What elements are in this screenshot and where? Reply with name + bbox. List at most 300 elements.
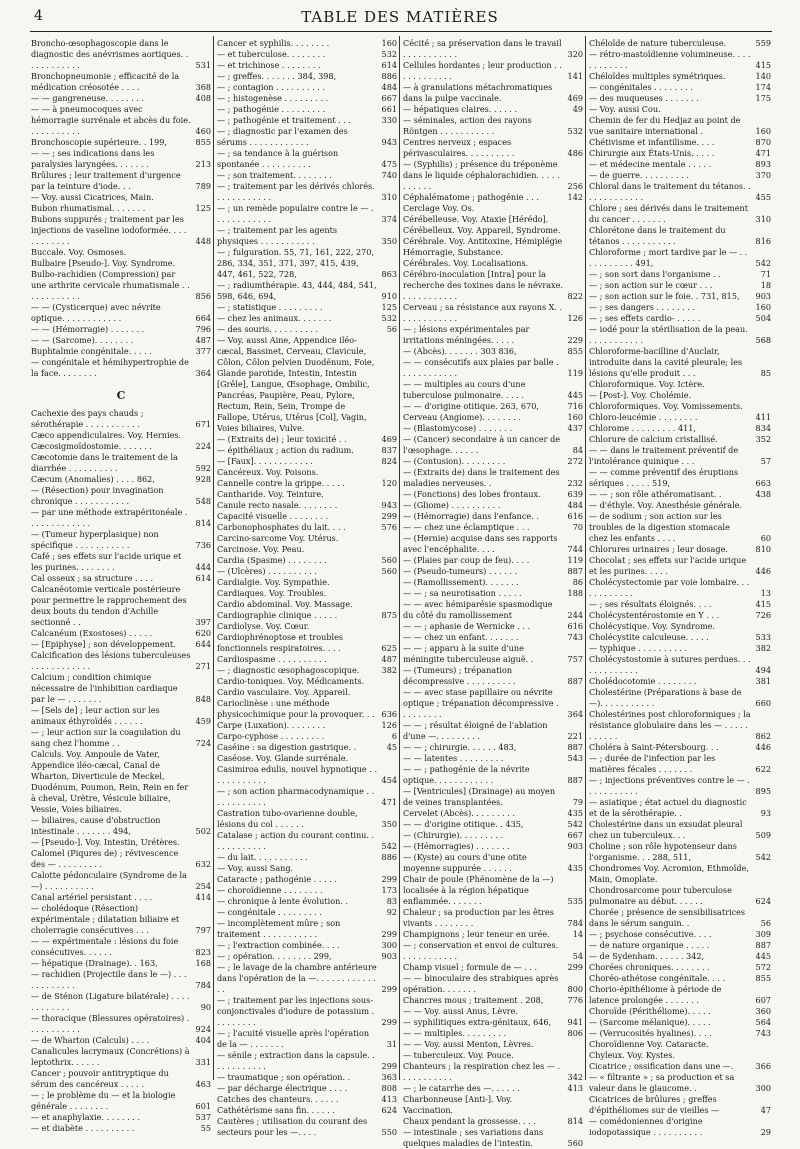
entry-text: — ; injections préventives contre le — . . . . . . . . . . . (589, 775, 750, 796)
entry-text: — ; statistique . . . . . . . . . (217, 302, 323, 312)
entry-page-ref: 744 (567, 544, 583, 554)
entry-page-ref: 564 (755, 1017, 771, 1027)
index-entry (403, 203, 583, 214)
entry-text: — ; fulguration. 55, 71, 161, 222, 270, 286, 334, 351, 371, 397, 415, 439, 447, 461, 522, 728, (217, 247, 375, 279)
entry-page-ref: 504 (755, 313, 771, 323)
index-entry (403, 929, 583, 940)
entry-text: Cardia (Spasme) . . . . . . . . (217, 555, 327, 565)
index-entry (403, 412, 583, 423)
index-entry (31, 628, 211, 639)
entry-page-ref: 532 (567, 126, 583, 136)
index-entry (589, 907, 771, 929)
index-entry (403, 566, 583, 577)
entry-text: — ; ses effets cardio- . . . . . (589, 313, 701, 323)
entry-text: — ; durée de l'infection par les matières fécales . . . . . . . (589, 753, 716, 774)
entry-text: — (Cancer) secondaire à un cancer de l'œsophage. . . . . . (403, 434, 561, 455)
entry-page-ref: 814 (567, 1116, 583, 1126)
entry-page-ref: 644 (195, 639, 211, 649)
entry-text: — ; sa tendance à la guérison spontanée . . . . . . . . . . (217, 148, 339, 169)
index-entry (217, 852, 397, 863)
entry-text: — typhique . . . . . . . . . . (589, 643, 688, 653)
entry-page-ref: 83 (386, 896, 397, 906)
entry-text: — de Sténon (Ligature bilatérale) . . . . . . . . . . . . (31, 991, 190, 1012)
entry-text: — par une méthode extrapéritonéale . . . . . . . . . . . . . (31, 507, 188, 528)
entry-text: — asiatique ; état actuel du diagnostic et de la sérothérapie. . (589, 797, 747, 818)
entry-page-ref: 636 (381, 709, 397, 719)
index-entry (589, 1006, 771, 1017)
index-entry (403, 401, 583, 412)
entry-page-ref: 532 (381, 49, 397, 59)
entry-page-ref: 438 (755, 489, 771, 499)
entry-text: Cholestérine dans un exsudat pleural chez un tuberculeux. . . (589, 819, 743, 840)
entry-text: Choline ; son rôle hypotenseur dans l'organisme. . . 288, 511, (589, 841, 737, 862)
index-entry (217, 907, 397, 918)
entry-text: — [Pseudo-]. Voy. Intestin, Urétères. (31, 837, 180, 847)
index-entry (217, 38, 397, 49)
index-entry (403, 357, 583, 379)
entry-text: Chair de poule (Phénomène de la —) localisée à la région hépatique enflammée. . . . . . . (403, 874, 554, 906)
entry-text: Centres nerveux ; espaces périvasculaires. . . . . . . . . . (403, 137, 515, 158)
entry-text: Cæcosigmoïdostomie. . . . . . . (31, 441, 153, 451)
entry-text: — — Voy. aussi Anus, Lèvre. (403, 1006, 518, 1016)
index-entry (403, 346, 583, 357)
entry-text: Capacité visuelle . . . . . . . . (217, 511, 329, 521)
entry-text: Chocolat ; ses effets sur l'acide urique et les purines. . . . . (589, 555, 747, 576)
entry-text: — et diabète . . . . . . . . . . (31, 1123, 135, 1133)
entry-page-ref: 823 (195, 947, 211, 957)
index-entry (217, 324, 397, 335)
entry-text: — (Gliome) . . . . . . . . . . (403, 500, 501, 510)
entry-text: Cicatrice ; ossification dans une —. (589, 1061, 734, 1071)
entry-page-ref: 415 (755, 60, 771, 70)
index-entry (31, 727, 211, 749)
entry-page-ref: 560 (567, 1138, 583, 1148)
entry-text: Cérébrale. Voy. Antitoxine, Hémiplégie Hémorragie, Substance. (403, 236, 563, 257)
entry-text: — Voy. aussi Cou. (589, 104, 661, 114)
entry-page-ref: 142 (567, 192, 583, 202)
index-entry (589, 434, 771, 445)
entry-page-ref: 125 (381, 302, 397, 312)
index-entry (31, 991, 211, 1013)
entry-text: — ; son sort dans l'organisme . . (589, 269, 721, 279)
index-entry (403, 753, 583, 764)
section-letter: C (116, 389, 126, 402)
entry-text: Chloral dans le traitement du tétanos. . . . . . . . . . . . . (589, 181, 751, 202)
index-entry (403, 38, 583, 60)
index-entry (589, 962, 771, 973)
entry-text: Bronchopneumonie ; efficacité de la médication créosotée . . . . (31, 71, 180, 92)
index-entry (217, 665, 397, 676)
entry-page-ref: 671 (195, 419, 211, 429)
entry-text: — — expérimentale : lésions du foie consécutives. . . . . . (31, 936, 179, 957)
entry-page-ref: 404 (195, 1035, 211, 1045)
entry-page-ref: 855 (567, 346, 583, 356)
index-entry (217, 566, 397, 577)
entry-text: — des muqueuses . . . . . . . (589, 93, 699, 103)
entry-text: — (Fonctions) des lobes frontaux. (403, 489, 541, 499)
entry-page-ref: 614 (381, 60, 397, 70)
index-entry (589, 544, 771, 555)
index-entry (589, 885, 771, 907)
entry-text: — iodé pour la stérilisation de la peau. . . . . . . . . . . . (589, 324, 748, 345)
entry-page-ref: 824 (381, 456, 397, 466)
entry-page-ref: 57 (760, 456, 771, 466)
entry-text: — ; un remède populaire contre le — . . . . . . . . . . . . (217, 203, 374, 224)
index-entry (403, 940, 583, 962)
index-entry (217, 170, 397, 181)
entry-page-ref: 509 (755, 830, 771, 840)
entry-text: Chorée ; présence de sensibilisatrices dans le sérum sanguin. . (589, 907, 746, 928)
index-entry (217, 335, 397, 434)
entry-page-ref: 943 (381, 137, 397, 147)
entry-page-ref: 471 (755, 148, 771, 158)
entry-text: Cholestérine (Préparations à base de —). . . . . . . . . . . (589, 687, 742, 708)
entry-page-ref: 808 (381, 1083, 397, 1093)
entry-page-ref: 256 (567, 181, 583, 191)
index-entry (217, 951, 397, 962)
index-entry (589, 93, 771, 104)
entry-page-ref: 789 (195, 181, 211, 191)
entry-page-ref: 542 (567, 819, 583, 829)
entry-text: Chloroformique. Voy. Ictère. (589, 379, 705, 389)
index-entry (217, 698, 397, 720)
entry-text: — — (Hémorragie) . . . . . . . (31, 324, 145, 334)
entry-text: Cardiographie clinique . . . . . (217, 610, 338, 620)
entry-text: Cérébro-inoculation [Intra] pour la recherche des toxines dans le névraxe. . . . . . . . . . . . (403, 269, 563, 301)
entry-text: Buphtalmie congénitale. . . . . (31, 346, 152, 356)
entry-page-ref: 924 (195, 1024, 211, 1034)
index-entry (31, 551, 211, 573)
entry-page-ref: 469 (381, 434, 397, 444)
index-entry (403, 841, 583, 852)
entry-page-ref: 414 (195, 892, 211, 902)
entry-text: — ; le lavage de la chambre antérieure dans l'opération de la —. . . . . . . . . . . . . . (217, 962, 377, 994)
entry-text: — — binoculaire des strabiques après opération. . . . . . . (403, 973, 559, 994)
entry-text: — ; l'extraction combinée. . . . (217, 940, 340, 950)
entry-page-ref: 141 (567, 71, 583, 81)
entry-text: — [Sels de] ; leur action sur les animaux éthyroïdés . . . . . . (31, 705, 160, 726)
index-entry (217, 742, 397, 753)
index-entry (403, 643, 583, 665)
entry-text: — ; traitement par les agents physiques . . . . . . . . . . . (217, 225, 338, 246)
entry-page-ref: 661 (381, 104, 397, 114)
entry-text: Calomel (Piqures de) ; révivescence des — . . . . . . . . . (31, 848, 179, 869)
entry-page-ref: 616 (567, 621, 583, 631)
entry-page-ref: 475 (381, 159, 397, 169)
entry-page-ref: 486 (567, 148, 583, 158)
index-entry (31, 1068, 211, 1090)
index-entry (31, 170, 211, 192)
entry-text: Choréo-athétose congénitale. . . . (589, 973, 726, 983)
entry-text: — (Hémorragies) . . . . . . . (403, 841, 510, 851)
index-entry (589, 148, 771, 159)
index-entry (403, 1094, 583, 1116)
entry-text: — [Ventricules] (Drainage) au moyen de veines transplantées. (403, 786, 556, 807)
entry-page-ref: 415 (755, 599, 771, 609)
index-entry (589, 390, 771, 401)
entry-text: — ; ses résultats éloignés. . . . (589, 599, 712, 609)
index-entry (589, 82, 771, 93)
entry-text: — ; opération. . . . . . . . 299, (217, 951, 332, 961)
entry-page-ref: 855 (755, 973, 771, 983)
entry-page-ref: 800 (567, 984, 583, 994)
entry-page-ref: 886 (381, 852, 397, 862)
entry-page-ref: 342 (567, 1072, 583, 1082)
entry-page-ref: 300 (755, 1083, 771, 1093)
index-entry (31, 430, 211, 441)
entry-text: Calcanéum (Exostoses) . . . . . (31, 628, 153, 638)
index-entry (217, 49, 397, 60)
index-entry (31, 815, 211, 837)
entry-page-ref: 173 (381, 885, 397, 895)
index-column-4 (589, 38, 771, 1137)
entry-text: Caséine : sa digestion gastrique. . (217, 742, 357, 752)
entry-text: Cardiophrénoptose et troubles fonctionnels respiratoires. . . . (217, 632, 344, 653)
index-entry (31, 1035, 211, 1046)
entry-page-ref: 397 (195, 617, 211, 627)
index-entry (31, 892, 211, 903)
index-entry (217, 621, 397, 632)
entry-page-ref: 14 (572, 929, 583, 939)
index-entry (589, 401, 771, 412)
entry-page-ref: 667 (381, 93, 397, 103)
index-entry (403, 489, 583, 500)
index-entry (217, 687, 397, 698)
index-entry (31, 1046, 211, 1068)
entry-page-ref: 548 (195, 496, 211, 506)
entry-page-ref: 446 (755, 742, 771, 752)
entry-page-ref: 120 (381, 478, 397, 488)
index-entry (589, 621, 771, 632)
entry-text: — comédoniennes d'origine iodopotassique . . . . . . . . . . (589, 1116, 703, 1137)
entry-page-ref: 887 (567, 742, 583, 752)
index-entry (403, 1116, 583, 1127)
entry-text: — — chez un enfant. . . . . . . (403, 632, 519, 642)
index-entry (403, 577, 583, 588)
entry-page-ref: 71 (760, 269, 771, 279)
index-entry (31, 104, 211, 137)
index-entry (217, 731, 397, 742)
entry-page-ref: 887 (567, 676, 583, 686)
index-entry (589, 687, 771, 709)
entry-text: Carcinose. Voy. Peau. (217, 544, 305, 554)
index-entry (589, 841, 771, 863)
entry-text: Calcification des lésions tuberculeuses . . . . . . . . . . . . (31, 650, 191, 671)
index-entry (403, 137, 583, 159)
entry-text: — — gangreneuse. . . . . . . . (31, 93, 145, 103)
index-column-3 (403, 38, 583, 1148)
index-entry (217, 148, 397, 170)
index-entry (403, 423, 583, 434)
entry-text: — d'éthyle. Voy. Anesthésie générale. (589, 500, 743, 510)
entry-text: Carcino-sarcome Voy. Utérus. (217, 533, 339, 543)
index-entry (217, 1094, 397, 1105)
index-entry (403, 1061, 583, 1083)
index-entry (31, 650, 211, 672)
entry-text: — hépatique (Drainage). . 163, (31, 958, 158, 968)
entry-page-ref: 299 (381, 984, 397, 994)
index-entry (217, 896, 397, 907)
entry-text: Chloroforme ; mort tardive par le — . . . . . . . . . . . 491, (589, 247, 748, 268)
entry-page-ref: 331 (195, 1057, 211, 1067)
index-entry (589, 1050, 771, 1061)
index-entry (403, 720, 583, 742)
index-entry (403, 1028, 583, 1039)
entry-text: — ; contagion . . . . . . . . . . (217, 82, 325, 92)
entry-text: — thoracique (Blessures opératoires) . . . . . . . . . . . (31, 1013, 190, 1034)
entry-text: Chemin de fer du Hedjaz au point de vue sanitaire international . (589, 115, 741, 136)
entry-text: Carpe (Luxation). . . . . . . . (217, 720, 326, 730)
index-entry (31, 936, 211, 958)
index-entry (31, 258, 211, 269)
entry-text: — (Syphilis) ; présence du tréponème dans le liquide céphalorachidien. . . . . . . . . . . (403, 159, 560, 191)
entry-page-ref: 941 (567, 1017, 583, 1027)
entry-page-ref: 79 (572, 797, 583, 807)
entry-text: Cervelet (Abcès). . . . . . . . . (403, 808, 515, 818)
entry-page-ref: 542 (381, 841, 397, 851)
entry-text: Cerveau (Angiome). . . . . . . . (403, 412, 521, 422)
entry-text: — — ; son rôle athéromatisant. . (589, 489, 722, 499)
entry-text: Cal osseux ; sa structure . . . . (31, 573, 154, 583)
entry-text: Cholédocotomie . . . . . . . . (589, 676, 697, 686)
entry-page-ref: 862 (755, 731, 771, 741)
entry-page-ref: 413 (381, 1094, 397, 1104)
index-entry (217, 434, 397, 445)
entry-page-ref: 160 (381, 38, 397, 48)
entry-text: — (Ramollissement). . . . . . . (403, 577, 519, 587)
index-entry (403, 764, 583, 786)
index-entry (217, 1116, 397, 1138)
entry-text: Cholestérines post chloroformiques ; la résistance globulaire dans les — . . . . . . . . . . . (589, 709, 751, 741)
entry-text: — et médecine mentale . . . . . (589, 159, 712, 169)
index-entry (589, 38, 771, 49)
entry-text: — du lait. . . . . . . . . . . (217, 852, 308, 862)
index-entry (217, 555, 397, 566)
entry-page-ref: 140 (755, 71, 771, 81)
index-entry (217, 764, 397, 786)
entry-page-ref: 887 (755, 940, 771, 950)
entry-page-ref: 494 (755, 665, 771, 675)
index-entry (589, 863, 771, 885)
index-entry (589, 181, 771, 203)
entry-page-ref: 601 (195, 1101, 211, 1111)
entry-text: — choroïdienne . . . . . . . . (217, 885, 323, 895)
index-entry (31, 958, 211, 969)
entry-text: — des souris. . . . . . . . . . (217, 324, 319, 334)
entry-text: — ; conservation et envoi de cultures. . . . . . . . . . . . (403, 940, 559, 961)
index-entry (589, 71, 771, 82)
entry-text: Cerveau ; sa résistance aux rayons X. . . . . . . . . . . . . (403, 302, 563, 323)
entry-page-ref: 160 (567, 412, 583, 422)
index-entry (217, 830, 397, 852)
entry-page-ref: 784 (195, 980, 211, 990)
entry-text: — séminales, action des rayons Röntgen . . . . . . . . . . . (403, 115, 532, 136)
entry-text: Chirurgie aux États-Unis. . . . . (589, 148, 715, 158)
entry-page-ref: 624 (381, 1105, 397, 1115)
page-number: 4 (34, 8, 43, 24)
entry-text: — — (Sarcome). . . . . . . . (31, 335, 134, 345)
index-entry (403, 467, 583, 489)
index-entry (589, 137, 771, 148)
index-entry (403, 214, 583, 225)
entry-page-ref: 310 (755, 214, 771, 224)
entry-page-ref: 560 (381, 555, 397, 565)
index-entry (217, 445, 397, 456)
index-entry (403, 522, 583, 533)
entry-text: — de Sydenham. . . . . . 342, (589, 951, 705, 961)
index-entry (217, 500, 397, 511)
entry-text: — ; greffes. . . . . . . 384, 398, (217, 71, 337, 81)
entry-text: — Voy. aussi Sang. (217, 863, 294, 873)
index-entry (589, 313, 771, 324)
entry-page-ref: 664 (195, 313, 211, 323)
entry-text: — ; histogenèse . . . . . . . . . (217, 93, 329, 103)
entry-text: — ; son traitement. . . . . . . . (217, 170, 332, 180)
index-entry (589, 577, 771, 599)
entry-page-ref: 224 (195, 441, 211, 451)
entry-page-ref: 119 (567, 368, 583, 378)
index-entry (589, 775, 771, 797)
index-entry (403, 1127, 583, 1149)
entry-text: Cholécystique. Voy. Syndrome. (589, 621, 715, 631)
entry-page-ref: 437 (567, 423, 583, 433)
entry-text: Chlorome . . . . . . . . . 411, (589, 423, 696, 433)
index-entry (217, 126, 397, 148)
index-entry (589, 379, 771, 390)
entry-page-ref: 886 (381, 71, 397, 81)
index-entry (31, 1123, 211, 1134)
index-entry (589, 610, 771, 621)
index-entry (31, 969, 211, 991)
entry-page-ref: 448 (195, 236, 211, 246)
index-entry (31, 837, 211, 848)
index-entry (403, 599, 583, 621)
index-entry (403, 819, 583, 830)
entry-page-ref: 213 (195, 159, 211, 169)
entry-text: Chlorétone dans le traitement du tétanos . . . . . . . . . . . (589, 225, 726, 246)
entry-text: — — dans le traitement préventif de l'intolérance quinique . . . (589, 445, 739, 466)
entry-page-ref: 559 (755, 38, 771, 48)
entry-page-ref: 660 (755, 698, 771, 708)
entry-page-ref: 31 (386, 1039, 397, 1049)
index-entry (403, 995, 583, 1006)
entry-text: Cholécystectomie par voie lombaire. . . . . . . . . . . . (589, 577, 750, 598)
entry-page-ref: 607 (755, 995, 771, 1005)
index-entry (217, 1028, 397, 1050)
entry-text: Calotte pédonculaire (Syndrome de la —) . . . . . . . . . . (31, 870, 187, 891)
index-entry (589, 467, 771, 489)
entry-text: — — avec stase papillaire ou névrite optique ; trépanation décompressive . . . . . . . . . (403, 687, 559, 719)
entry-text: — (Verrucosités hyalines). . . . (589, 1028, 712, 1038)
entry-page-ref: 350 (381, 819, 397, 829)
entry-page-ref: 667 (567, 830, 583, 840)
entry-text: Chlorures urinaires ; leur dosage. (589, 544, 728, 554)
entry-text: Champignons ; leur teneur en urée. (403, 929, 550, 939)
entry-page-ref: 863 (381, 269, 397, 279)
entry-text: — ; son action sur le foie. . 731, 815, (589, 291, 740, 301)
entry-text: Calcium ; condition chimique nécessaire de l'inhibition cardiaque par le — . . . . . . . (31, 672, 178, 704)
entry-text: — « filtrante » ; sa production et sa valeur dans le glaucome. . (589, 1072, 735, 1093)
entry-text: — (Blastomycose) . . . . . . . (403, 423, 513, 433)
entry-text: — intestinale ; ses variations dans quelques maladies de l'intestin. (403, 1127, 544, 1148)
entry-text: Chlorure de calcium cristallisé. (589, 434, 718, 444)
entry-text: — ; diagnostic œsophagoscopique. (217, 665, 360, 675)
entry-page-ref: 855 (195, 137, 211, 147)
entry-page-ref: 568 (755, 335, 771, 345)
index-entry (403, 786, 583, 808)
index-entry (217, 489, 397, 500)
entry-text: — — ; chirurgie. . . . . . 483, (403, 742, 517, 752)
